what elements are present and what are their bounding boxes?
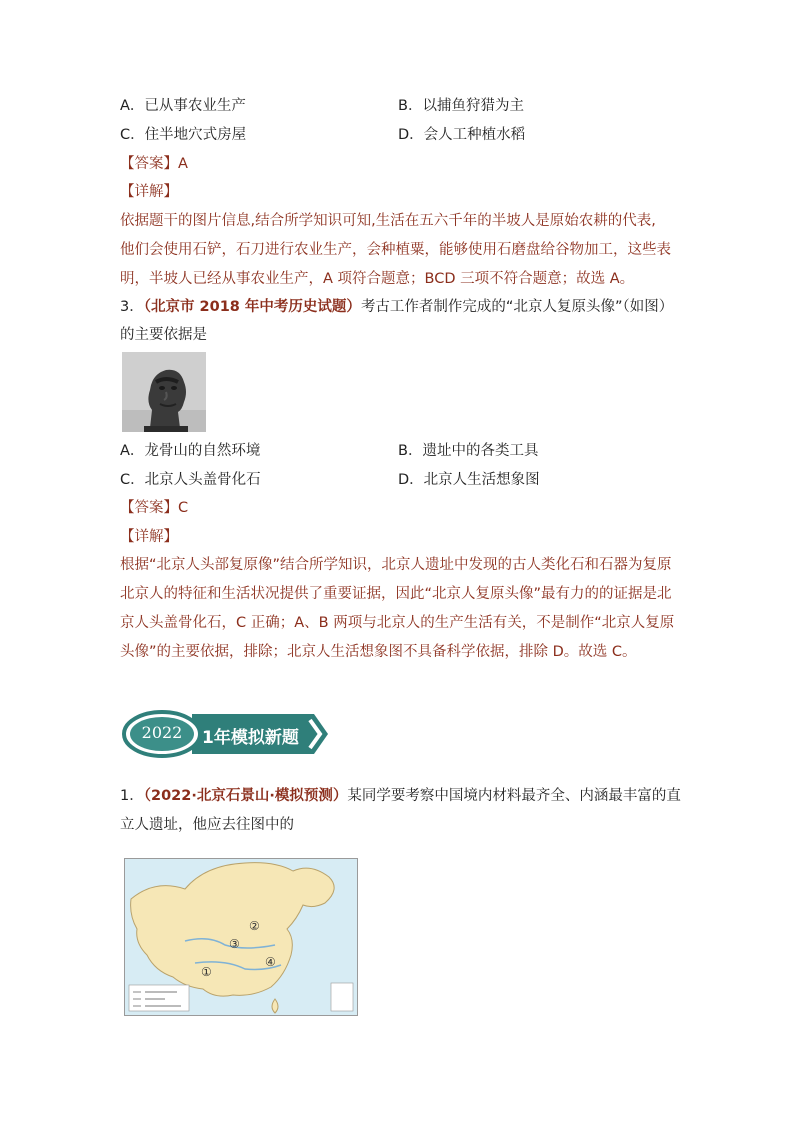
- q3-stem-text: 考古工作者制作完成的“北京人复原头像”（如图）: [360, 299, 674, 315]
- q2-option-d: D．会人工种植水稻: [398, 127, 526, 143]
- q4-stem-line2: 立人遗址，他应去往图中的: [120, 817, 294, 833]
- section-banner: [122, 706, 330, 762]
- q3-answer: [120, 498, 188, 518]
- q2-option-c: C．住半地穴式房屋: [120, 127, 247, 143]
- map-marker-1: ①: [201, 965, 212, 979]
- q3-option-d: D．北京人生活想象图: [398, 472, 540, 488]
- q2-answer: [120, 154, 188, 174]
- china-sites-map: [124, 858, 358, 1016]
- banner-title: 1年模拟新题: [202, 728, 299, 748]
- peking-man-bust-photo: [122, 352, 206, 432]
- answer-tag: 【答案】: [120, 500, 178, 516]
- q2-explain-line: 依据题干的图片信息,结合所学知识可知,生活在五六千年的半坡人是原始农耕的代表,: [120, 213, 656, 229]
- q4-stem-text: 某同学要考察中国境内材料最齐全、内涵最丰富的直: [347, 788, 681, 804]
- q3-option-c: C．北京人头盖骨化石: [120, 472, 261, 488]
- q3-option-b: B．遗址中的各类工具: [398, 443, 539, 459]
- q2-explain-line: 他们会使用石铲，石刀进行农业生产，会种植粟，能够使用石磨盘给谷物加工，这些表: [120, 242, 671, 258]
- map-marker-4: ④: [265, 955, 276, 969]
- q3-explain-line: 京人头盖骨化石，C 正确；A、B 两项与北京人的生产生活有关，不是制作“北京人复原: [120, 615, 675, 631]
- q2-explain-line: 明，半坡人已经从事农业生产，A 项符合题意；BCD 三项不符合题意；故选 A。: [120, 271, 635, 287]
- q3-explain-line: 根据“北京人头部复原像”结合所学知识，北京人遗址中发现的古人类化石和石器为复原: [120, 557, 672, 573]
- q4-number: 1．: [120, 788, 144, 804]
- q3-explain-line: 头像”的主要依据，排除；北京人生活想象图不具备科学依据，排除 D。故选 C。: [120, 644, 637, 660]
- q3-source: （北京市 2018 年中考历史试题）: [143, 299, 361, 315]
- q3-option-a: A．龙骨山的自然环境: [120, 443, 261, 459]
- q3-stem-line2: 的主要依据是: [120, 327, 207, 343]
- q2-option-b: B．以捕鱼狩猎为主: [398, 98, 524, 114]
- answer-tag: 【答案】: [120, 156, 178, 172]
- q4-source: （2022·北京石景山·模拟预测）: [143, 788, 348, 804]
- q4-stem: [120, 786, 681, 806]
- answer-value: A: [178, 156, 188, 172]
- banner-year: 2022: [141, 723, 183, 742]
- q2-option-a: A．已从事农业生产: [120, 98, 246, 114]
- q2-explain-tag: 【详解】: [120, 184, 178, 200]
- answer-value: C: [178, 500, 189, 516]
- q3-explain-line: 北京人的特征和生活状况提供了重要证据，因此“北京人复原头像”最有力的的证据是北: [120, 586, 672, 602]
- q3-number: 3．: [120, 299, 144, 315]
- q3-stem: [120, 297, 673, 317]
- map-marker-2: ②: [249, 919, 260, 933]
- q3-explain-tag: 【详解】: [120, 529, 178, 545]
- map-marker-3: ③: [229, 937, 240, 951]
